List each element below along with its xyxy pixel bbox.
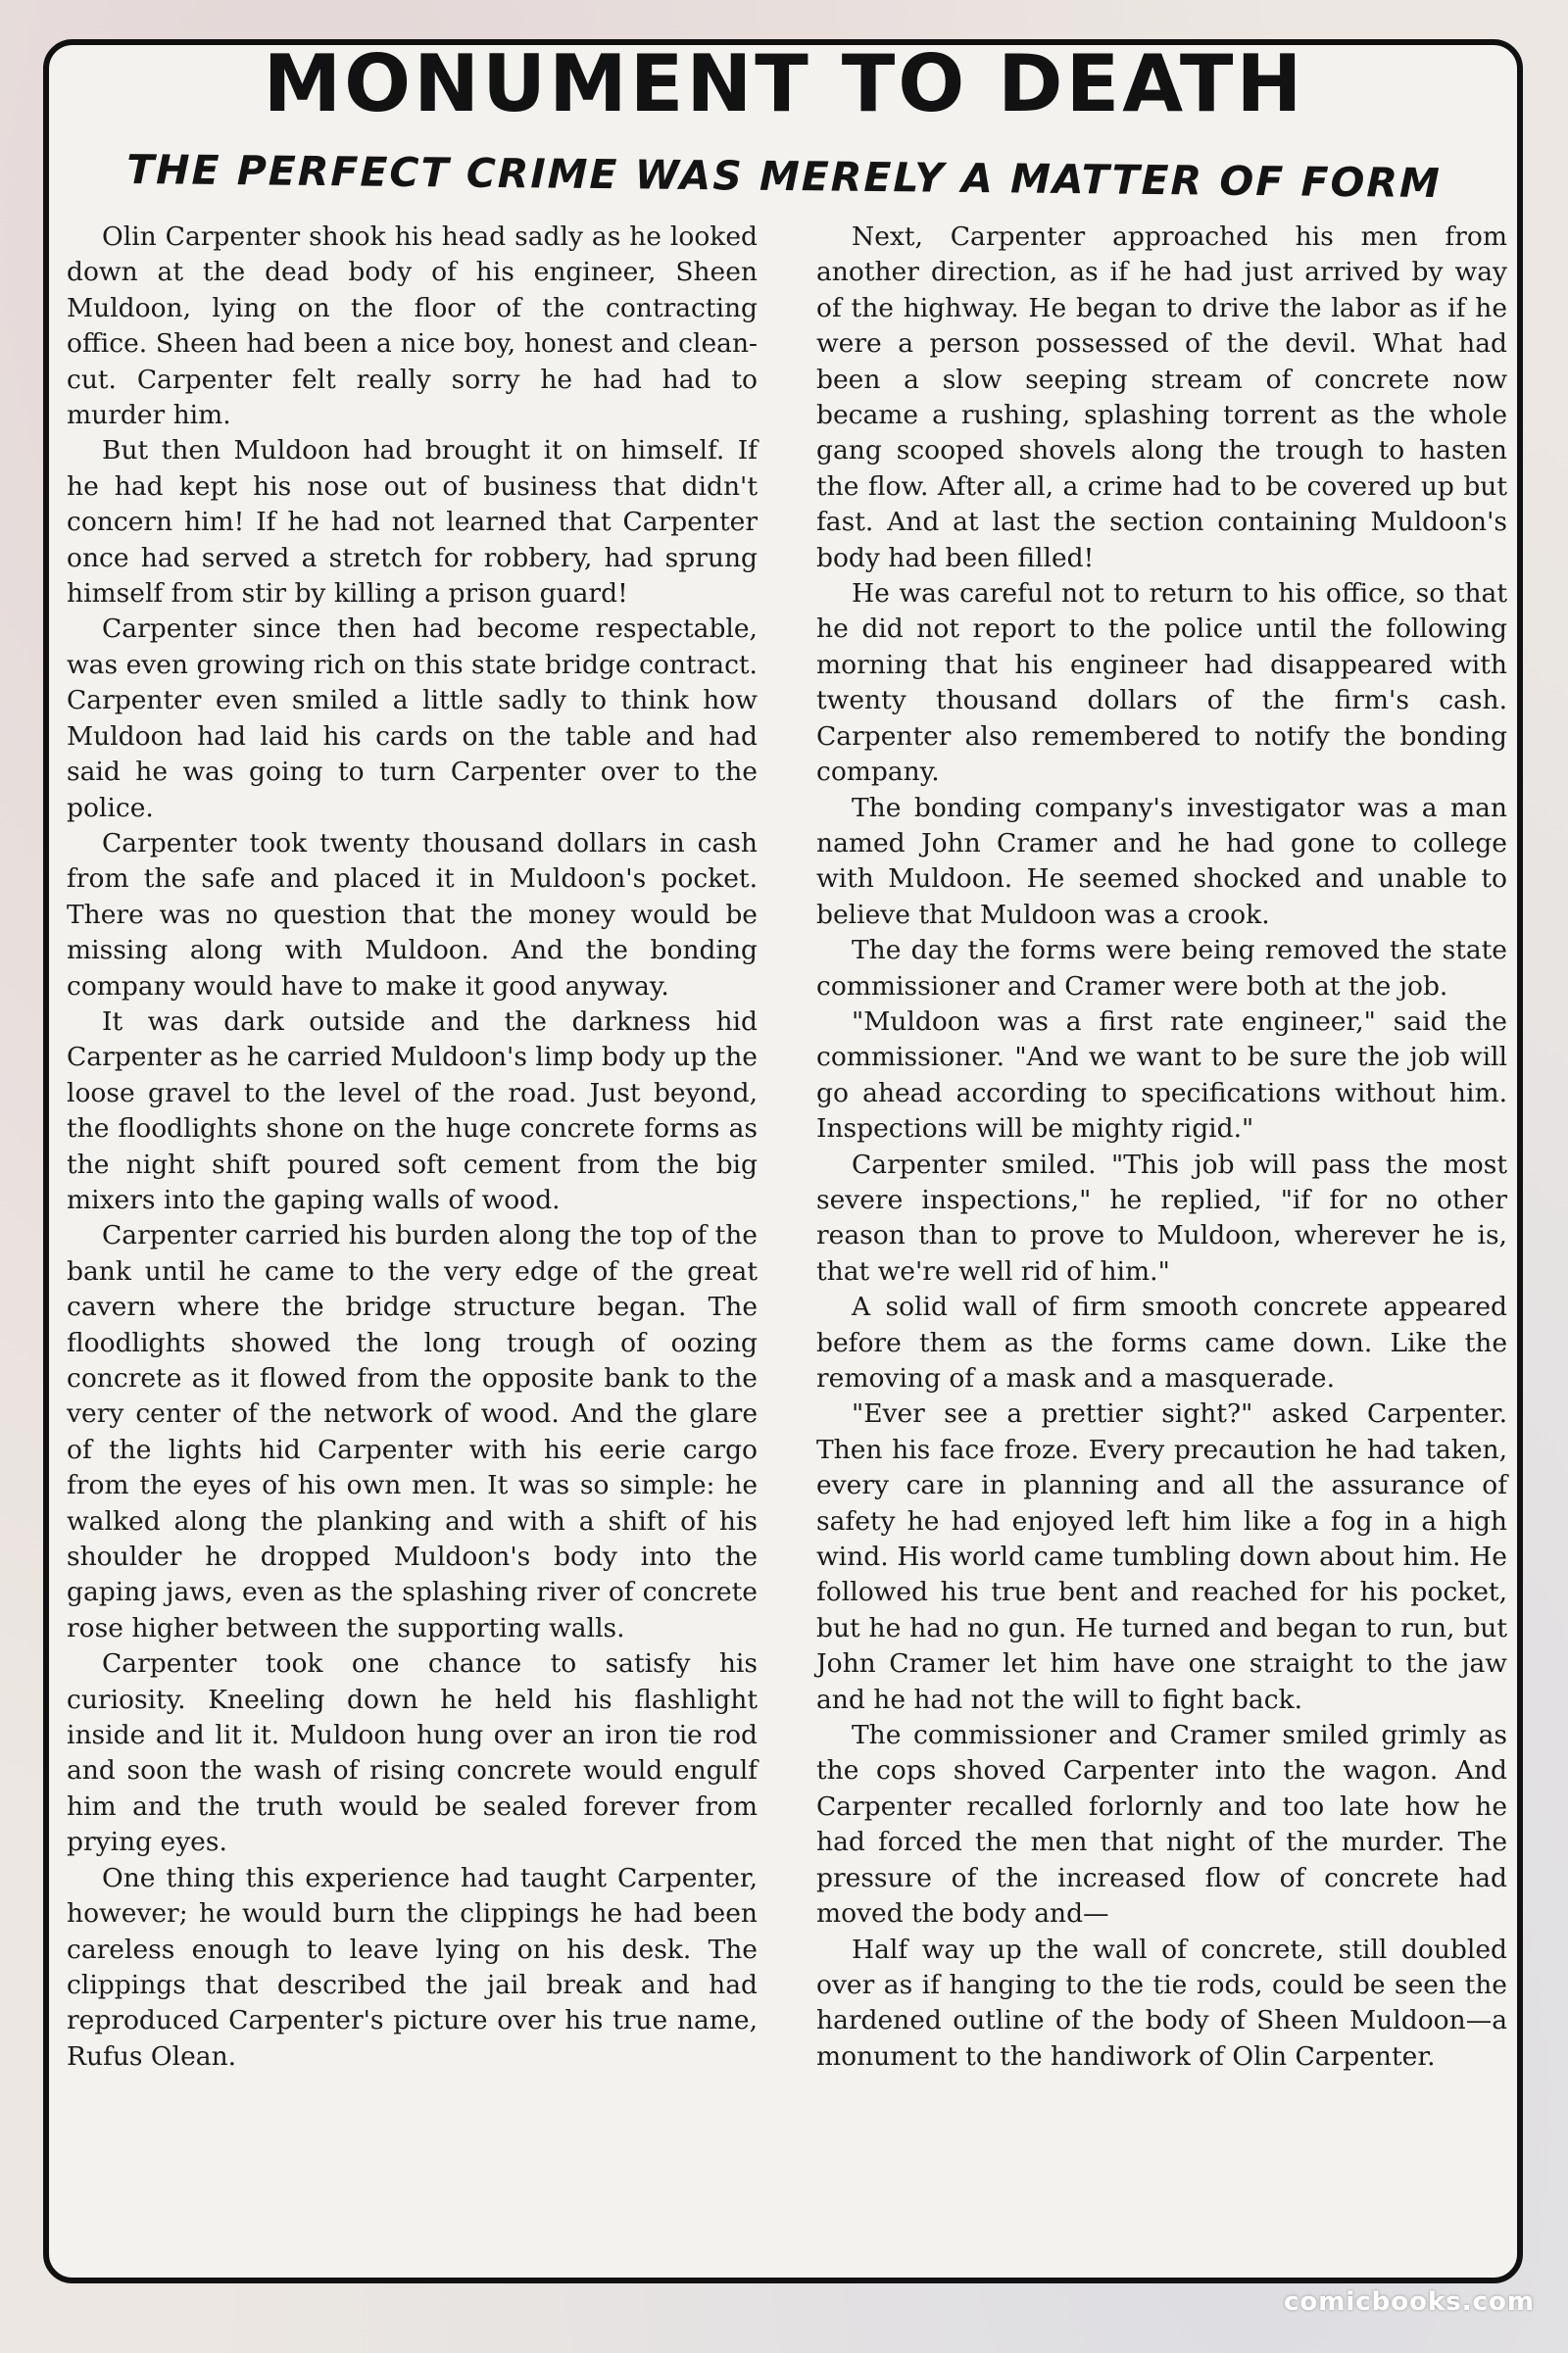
paragraph: "Muldoon was a first rate engineer," said the commissioner. "And we want to be sure the job will go ahead according to specifications without him. Inspections will be mighty rigid."	[816, 1005, 1507, 1145]
paragraph: Carpenter took twenty thousand dollars in cash from the safe and placed it in Muldoon's pocket. There was no question that the money would be missing along with Muldoon. And the bonding company would have to make it good anyway.	[67, 827, 758, 1002]
paragraph: A solid wall of firm smooth concrete appeared before them as the forms came down. Like the removing of a mask and a masquerade.	[816, 1292, 1507, 1394]
paragraph: Carpenter smiled. "This job will pass the most severe inspections," he replied, "if for no other reason than to prove to Muldoon, wherever he is, that we're well rid of him."	[816, 1149, 1507, 1287]
paragraph: Next, Carpenter approached his men from another direction, as if he had just arrived by way of the highway. He began to drive the labor as if he were a person possessed of the devil. What had been a slow seeping stream of concrete now became a rushing, splashing torrent as the whole gang scooped shovels along the trough to hasten the flow. After all, a crime had to be covered up but fast. And at last the section containing Muldoon's body had been filled!	[816, 221, 1507, 573]
right-column	[816, 220, 1507, 2075]
paragraph: It was dark outside and the darkness hid Carpenter as he carried Muldoon's limp body up the loose gravel to the level of the road. Just beyond, the floodlights shone on the huge concrete forms as the night shift poured soft cement from the big mixers into the gaping walls of wood.	[67, 1005, 758, 1215]
paragraph: Carpenter took one chance to satisfy his curiosity. Kneeling down he held his flashlight inside and lit it. Muldoon hung over an iron tie rod and soon the wash of rising concrete would engulf him and the truth would be sealed forever from prying eyes.	[67, 1648, 758, 1858]
paragraph: Olin Carpenter shook his head sadly as he looked down at the dead body of his engineer, Sheen Muldoon, lying on the floor of the contracting office. Sheen had been a nice boy, honest and clean-cut. Carpenter felt really sorry he had had to murder him.	[67, 221, 758, 431]
paragraph: Carpenter since then had become respectable, was even growing rich on this state bridge contract. Carpenter even smiled a little sadly to think how Muldoon had laid his cards on the table and had said he was going to turn Carpenter over to the police.	[67, 613, 758, 823]
paragraph: Half way up the wall of concrete, still doubled over as if hanging to the tie rods, could be seen the hardened outline of the body of Sheen Muldoon—a monument to the handiwork of Olin Carpenter.	[816, 1934, 1507, 2072]
paragraph: Carpenter carried his burden along the top of the bank until he came to the very edge of the great cavern where the bridge structure began. The floodlights showed the long trough of oozing concrete as it flowed from the opposite bank to the very center of the network of wood. And the glare of the lights hid Carpenter with his eerie cargo from the eyes of his own men. It was so simple: he walked along the planking and with a shift of his shoulder he dropped Muldoon's body into the gaping jaws, even as the splashing river of concrete rose higher between the supporting walls.	[67, 1220, 758, 1643]
paragraph: He was careful not to return to his office, so that he did not report to the police until the following morning that his engineer had disappeared with twenty thousand dollars of the firm's cash. Carpenter also remembered to notify the bonding company.	[816, 578, 1507, 788]
paragraph: "Ever see a prettier sight?" asked Carpenter. Then his face froze. Every precaution he had taken, every care in planning and all the assurance of safety he had enjoyed left him like a fog in a high wind. His world came tumbling down about him. He followed his true bent and reached for his pocket, but he had no gun. He turned and began to run, but John Cramer let him have one straight to the jaw and he had not the will to fight back.	[816, 1398, 1507, 1715]
paragraph: The commissioner and Cramer smiled grimly as the cops shoved Carpenter into the wagon. And Carpenter recalled forlornly and too late how he had forced the men that night of the murder. The pressure of the increased flow of concrete had moved the body and—	[816, 1720, 1507, 1930]
paragraph: The bonding company's investigator was a man named John Cramer and he had gone to college with Muldoon. He seemed shocked and unable to believe that Muldoon was a crook.	[816, 792, 1507, 930]
story-title: MONUMENT TO DEATH	[263, 38, 1305, 129]
watermark-text: comicbooks.com	[1283, 2287, 1535, 2317]
paragraph: But then Muldoon had brought it on himself. If he had kept his nose out of business that didn't concern him! If he had not learned that Carpenter once had served a stretch for robbery, had sprung himself from stir by killing a prison guard!	[67, 435, 758, 610]
paragraph: The day the forms were being removed the state commissioner and Cramer were both at the job.	[816, 935, 1507, 1002]
left-column	[67, 220, 758, 2075]
story-subtitle: THE PERFECT CRIME WAS MERELY A MATTER OF FORM	[125, 145, 1443, 208]
paragraph: One thing this experience had taught Carpenter, however; he would burn the clippings he had been careless enough to leave lying on his desk. The clippings that described the jail break and had reproduced Carpenter's picture over his true name, Rufus Olean.	[67, 1862, 758, 2072]
